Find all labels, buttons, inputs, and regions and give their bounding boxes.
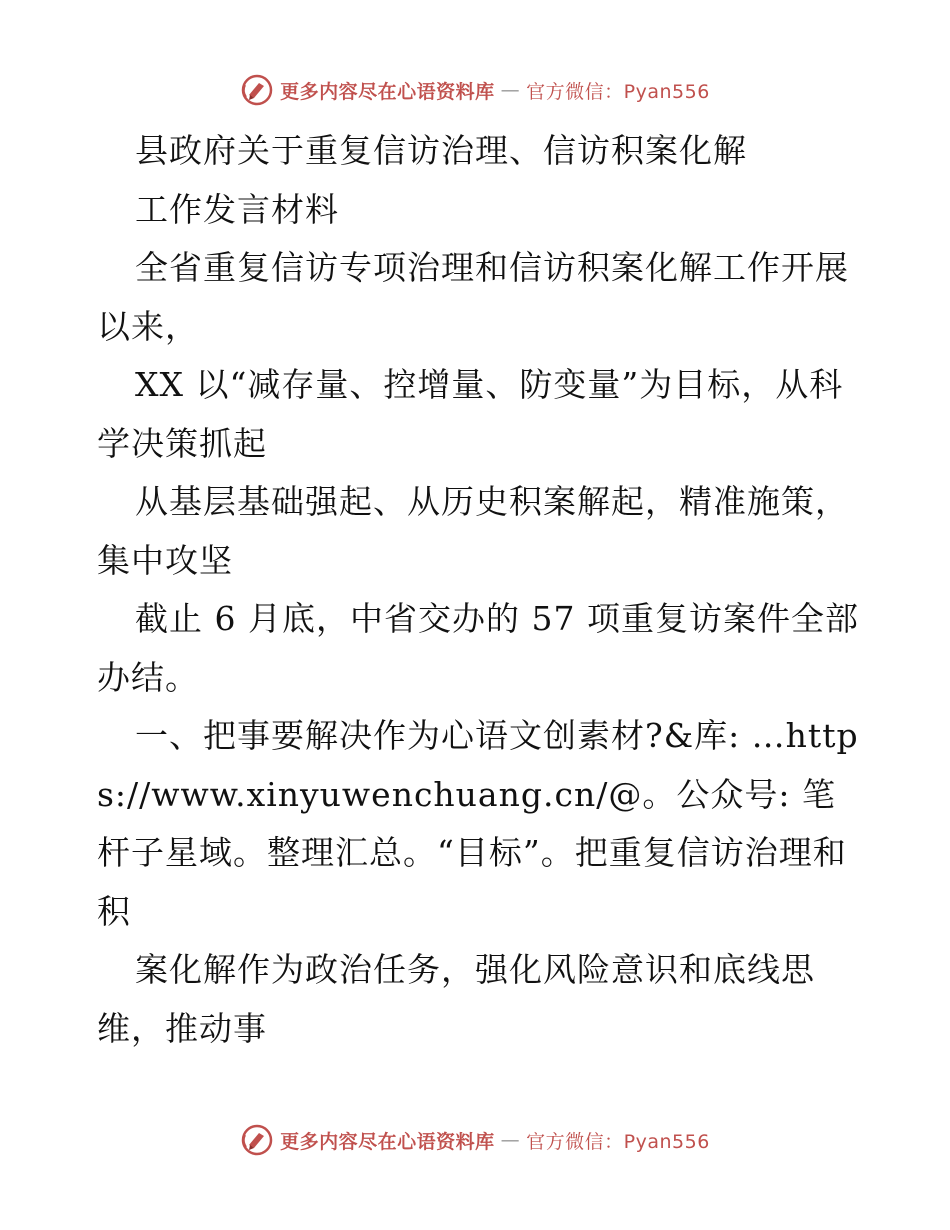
body-paragraph: 从基层基础强起、从历史积案解起，精准施策，集中攻坚 <box>97 482 849 580</box>
header-banner-text: 更多内容尽在心语资料库 <box>280 80 495 103</box>
body-paragraph: 案化解作为政治任务，强化风险意识和底线思维，推动事 <box>97 950 815 1048</box>
body-paragraph: 一、把事要解决作为心语文创素材?&库: …https://www.xinyuwenchuang.cn/@。公众号: 笔杆子星域。整理汇总。“目标”。把重复信访治理和积 <box>97 716 859 931</box>
body-paragraph: XX 以“减存量、控增量、防变量”为目标，从科学决策抓起 <box>97 365 844 463</box>
header-banner-separator: — <box>500 79 521 101</box>
header-banner-content <box>240 73 710 107</box>
footer-banner-separator: — <box>500 1129 521 1151</box>
document-title-line-1: 县政府关于重复信访治理、信访积案化解 <box>135 131 747 170</box>
brand-logo-icon <box>240 73 274 107</box>
footer-banner-text: 更多内容尽在心语资料库 <box>280 1130 495 1153</box>
header-banner <box>0 70 950 110</box>
footer-banner <box>0 1120 950 1160</box>
document-body <box>97 122 867 1058</box>
footer-wechat-text: 官方微信：Pyan556 <box>526 1130 710 1153</box>
footer-banner-content <box>240 1123 710 1157</box>
brand-logo-icon <box>240 1123 274 1157</box>
header-wechat-text: 官方微信：Pyan556 <box>526 80 710 103</box>
body-paragraph: 全省重复信访专项治理和信访积案化解工作开展以来， <box>97 248 849 346</box>
body-paragraph: 截止 6 月底，中省交办的 57 项重复访案件全部办结。 <box>97 599 859 697</box>
document-title-line-2: 工作发言材料 <box>135 189 339 229</box>
